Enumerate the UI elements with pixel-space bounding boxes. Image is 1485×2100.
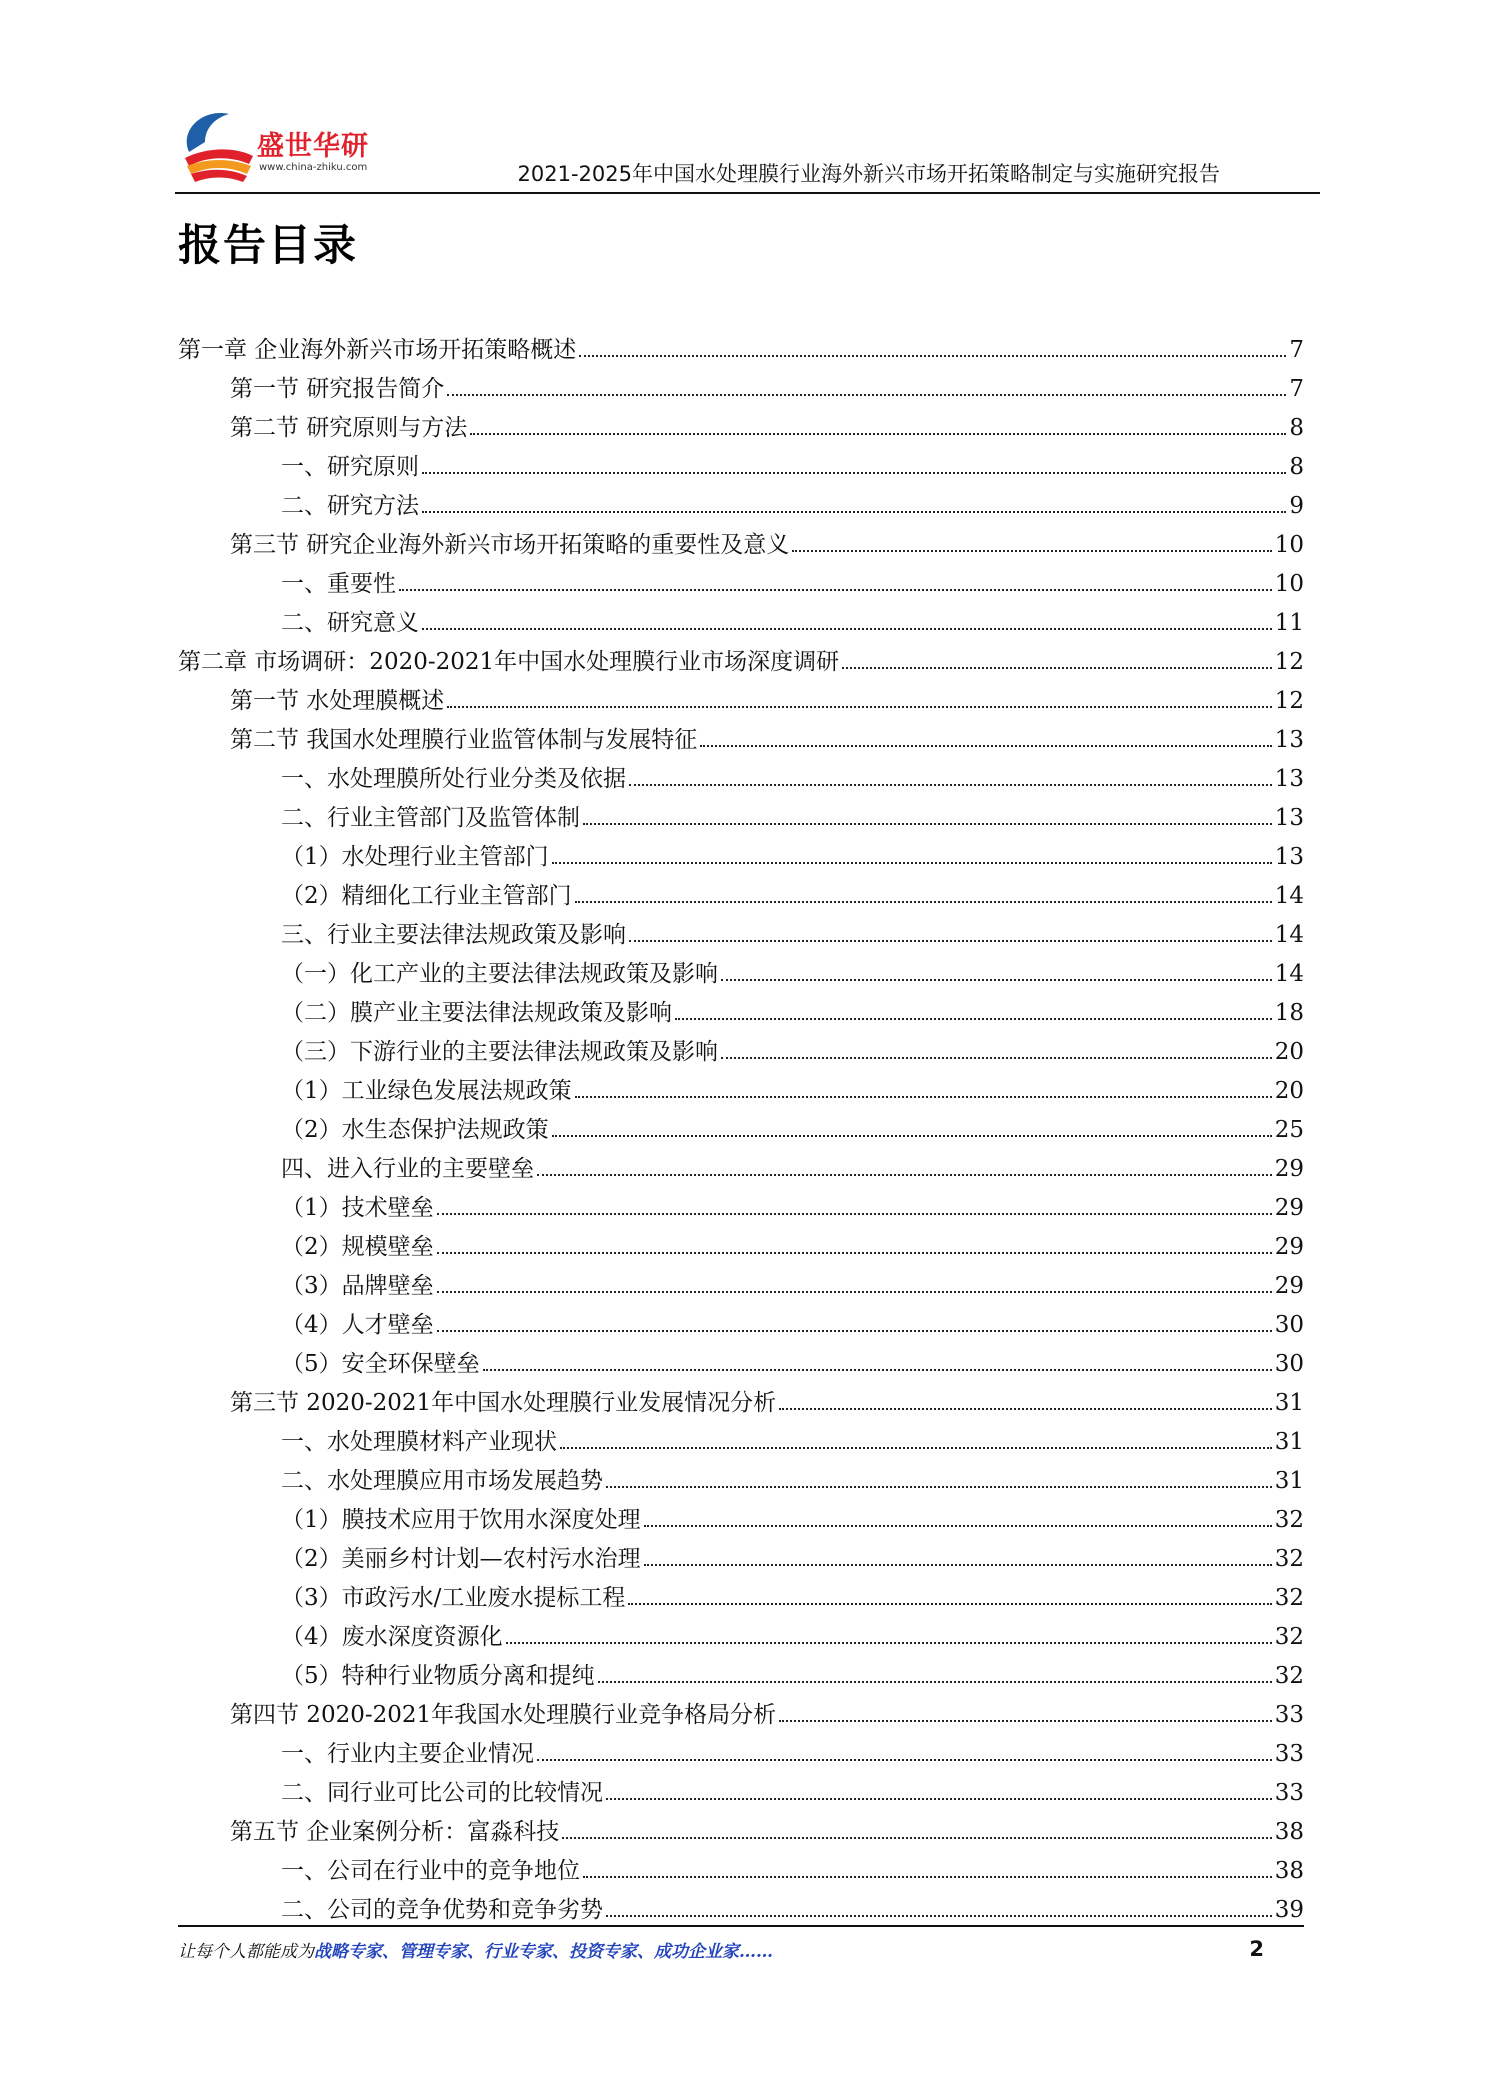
toc-dot-leader <box>792 550 1271 552</box>
toc-entry-label: （1）技术壁垒 <box>281 1195 434 1221</box>
toc-entry-label: 第一节 研究报告简介 <box>230 376 445 402</box>
toc-dot-leader <box>537 1759 1272 1761</box>
toc-entry-label: 第一章 企业海外新兴市场开拓策略概述 <box>178 337 577 363</box>
toc-entry[interactable] <box>178 1106 1304 1145</box>
toc-page-number: 9 <box>1289 493 1304 519</box>
toc-entry-label: （3）品牌壁垒 <box>281 1273 434 1299</box>
toc-page-number: 10 <box>1274 532 1304 558</box>
toc-page-number: 31 <box>1274 1468 1304 1494</box>
toc-entry[interactable] <box>178 794 1304 833</box>
toc-page-number: 13 <box>1274 766 1304 792</box>
toc-entry-label: 一、重要性 <box>281 571 396 597</box>
toc-entry[interactable] <box>178 1808 1304 1847</box>
toc-entry[interactable] <box>178 443 1304 482</box>
toc-dot-leader <box>560 1447 1272 1449</box>
toc-page-number: 14 <box>1274 961 1304 987</box>
toc-entry-label: （三）下游行业的主要法律法规政策及影响 <box>281 1039 718 1065</box>
toc-dot-leader <box>575 901 1272 903</box>
toc-entry[interactable] <box>178 1145 1304 1184</box>
toc-entry[interactable] <box>178 1574 1304 1613</box>
toc-entry-label: 一、研究原则 <box>281 454 419 480</box>
toc-entry-label: （二）膜产业主要法律法规政策及影响 <box>281 1000 672 1026</box>
toc-entry[interactable] <box>178 755 1304 794</box>
toc-dot-leader <box>422 628 1272 630</box>
toc-dot-leader <box>399 589 1272 591</box>
report-title: 2021-2025年中国水处理膜行业海外新兴市场开拓策略制定与实施研究报告 <box>517 162 1220 186</box>
toc-entry[interactable] <box>178 989 1304 1028</box>
toc-entry[interactable] <box>178 1457 1304 1496</box>
toc-entry[interactable] <box>178 365 1304 404</box>
toc-dot-leader <box>644 1564 1272 1566</box>
toc-entry[interactable] <box>178 716 1304 755</box>
toc-page-number: 7 <box>1289 337 1304 363</box>
toc-entry-label: 第二章 市场调研：2020-2021年中国水处理膜行业市场深度调研 <box>178 649 840 675</box>
toc-page-number: 11 <box>1274 610 1304 636</box>
toc-entry-label: （2）精细化工行业主管部门 <box>281 883 572 909</box>
toc-page-number: 8 <box>1289 454 1304 480</box>
toc-entry-label: 二、水处理膜应用市场发展趋势 <box>281 1468 603 1494</box>
toc-entry-label: 二、公司的竞争优势和竞争劣势 <box>281 1897 603 1923</box>
toc-dot-leader <box>552 1135 1272 1137</box>
toc-dot-leader <box>447 706 1271 708</box>
toc-entry-label: 第五节 企业案例分析：富淼科技 <box>230 1819 560 1845</box>
toc-page-number: 25 <box>1274 1117 1304 1143</box>
toc-page-number: 38 <box>1274 1819 1304 1845</box>
toc-entry-label: 二、同行业可比公司的比较情况 <box>281 1780 603 1806</box>
toc-dot-leader <box>721 1057 1272 1059</box>
toc-dot-leader <box>470 433 1286 435</box>
toc-entry-label: （1）工业绿色发展法规政策 <box>281 1078 572 1104</box>
toc-entry-label: （2）规模壁垒 <box>281 1234 434 1260</box>
toc-entry[interactable] <box>178 1262 1304 1301</box>
toc-dot-leader <box>537 1174 1272 1176</box>
toc-dot-leader <box>629 940 1272 942</box>
toc-entry-label: 一、公司在行业中的竞争地位 <box>281 1858 580 1884</box>
toc-dot-leader <box>779 1408 1272 1410</box>
toc-page-number: 38 <box>1274 1858 1304 1884</box>
toc-page-number: 29 <box>1274 1195 1304 1221</box>
toc-entry-label: 四、进入行业的主要壁垒 <box>281 1156 534 1182</box>
toc-entry[interactable] <box>178 1028 1304 1067</box>
toc-dot-leader <box>437 1213 1272 1215</box>
toc-entry-label: 一、水处理膜所处行业分类及依据 <box>281 766 626 792</box>
toc-entry[interactable] <box>178 638 1304 677</box>
toc-dot-leader <box>422 472 1286 474</box>
toc-dot-leader <box>562 1837 1271 1839</box>
toc-page-number: 13 <box>1274 805 1304 831</box>
toc-entry[interactable] <box>178 1613 1304 1652</box>
page-number: 2 <box>1249 1937 1264 1961</box>
toc-entry[interactable] <box>178 1379 1304 1418</box>
toc-entry[interactable] <box>178 521 1304 560</box>
toc-dot-leader <box>437 1291 1272 1293</box>
slogan-highlight: 战略专家、管理专家、行业专家、投资专家、成功企业家…… <box>314 1942 773 1962</box>
toc-dot-leader <box>606 1486 1272 1488</box>
toc-entry[interactable] <box>178 872 1304 911</box>
toc-page-number: 33 <box>1274 1741 1304 1767</box>
toc-entry-label: （2）美丽乡村计划—农村污水治理 <box>281 1546 641 1572</box>
logo-text: 盛世华研 <box>257 131 369 162</box>
toc-entry-label: 一、水处理膜材料产业现状 <box>281 1429 557 1455</box>
toc-entry[interactable] <box>178 404 1304 443</box>
toc-entry[interactable] <box>178 1847 1304 1886</box>
toc-entry-label: （一）化工产业的主要法律法规政策及影响 <box>281 961 718 987</box>
toc-page-number: 39 <box>1274 1897 1304 1923</box>
toc-dot-leader <box>552 862 1272 864</box>
toc-dot-leader <box>629 784 1272 786</box>
toc-page-number: 32 <box>1274 1585 1304 1611</box>
toc-dot-leader <box>606 1798 1272 1800</box>
toc-page-number: 32 <box>1274 1663 1304 1689</box>
toc-entry[interactable] <box>178 1652 1304 1691</box>
toc-page-number: 32 <box>1274 1507 1304 1533</box>
toc-page-number: 14 <box>1274 883 1304 909</box>
logo-emblem-icon <box>175 104 259 188</box>
toc-entry-label: （5）特种行业物质分离和提纯 <box>281 1663 595 1689</box>
toc-entry[interactable] <box>178 1184 1304 1223</box>
toc-entry[interactable] <box>178 1730 1304 1769</box>
page-header <box>175 100 1320 195</box>
toc-page-number: 13 <box>1274 844 1304 870</box>
toc-entry[interactable] <box>178 1067 1304 1106</box>
toc-entry-label: （1）膜技术应用于饮用水深度处理 <box>281 1507 641 1533</box>
toc-page-number: 13 <box>1274 727 1304 753</box>
toc-page-number: 29 <box>1274 1273 1304 1299</box>
toc-page-number: 20 <box>1274 1039 1304 1065</box>
toc-page-number: 29 <box>1274 1156 1304 1182</box>
toc-page-number: 20 <box>1274 1078 1304 1104</box>
header-divider <box>175 192 1320 194</box>
toc-entry-label: 第三节 2020-2021年中国水处理膜行业发展情况分析 <box>230 1390 777 1416</box>
logo-url: www.china-zhiku.com <box>259 162 368 173</box>
table-of-contents <box>178 326 1304 1925</box>
toc-entry-label: （5）安全环保壁垒 <box>281 1351 480 1377</box>
toc-entry[interactable] <box>178 1340 1304 1379</box>
toc-entry-label: 第二节 我国水处理膜行业监管体制与发展特征 <box>230 727 698 753</box>
page-footer <box>178 1925 1304 1962</box>
toc-entry[interactable] <box>178 1301 1304 1340</box>
toc-page-number: 10 <box>1274 571 1304 597</box>
toc-page-number: 12 <box>1274 649 1304 675</box>
toc-entry-label: （2）水生态保护法规政策 <box>281 1117 549 1143</box>
toc-entry-label: 第二节 研究原则与方法 <box>230 415 468 441</box>
toc-entry[interactable] <box>178 1886 1304 1925</box>
toc-entry[interactable] <box>178 677 1304 716</box>
toc-page-number: 32 <box>1274 1624 1304 1650</box>
toc-entry[interactable] <box>178 1535 1304 1574</box>
toc-entry[interactable] <box>178 1496 1304 1535</box>
toc-dot-leader <box>779 1720 1272 1722</box>
toc-entry[interactable] <box>178 1691 1304 1730</box>
toc-page-number: 33 <box>1274 1702 1304 1728</box>
toc-entry-label: 二、研究意义 <box>281 610 419 636</box>
toc-page-number: 8 <box>1289 415 1304 441</box>
toc-entry-label: 第四节 2020-2021年我国水处理膜行业竞争格局分析 <box>230 1702 777 1728</box>
toc-entry[interactable] <box>178 560 1304 599</box>
company-logo <box>175 104 415 188</box>
slogan-prefix: 让每个人都能成为 <box>178 1942 314 1962</box>
toc-page-number: 7 <box>1289 376 1304 402</box>
toc-page-number: 14 <box>1274 922 1304 948</box>
footer-divider <box>178 1925 1304 1927</box>
toc-dot-leader <box>437 1330 1272 1332</box>
toc-dot-leader <box>721 979 1272 981</box>
toc-page-number: 31 <box>1274 1429 1304 1455</box>
toc-entry[interactable] <box>178 482 1304 521</box>
toc-dot-leader <box>583 823 1272 825</box>
toc-page-number: 12 <box>1274 688 1304 714</box>
toc-entry[interactable] <box>178 326 1304 365</box>
toc-dot-leader <box>483 1369 1272 1371</box>
toc-page-number: 29 <box>1274 1234 1304 1260</box>
toc-dot-leader <box>842 667 1272 669</box>
toc-entry-label: 第三节 研究企业海外新兴市场开拓策略的重要性及意义 <box>230 532 790 558</box>
toc-dot-leader <box>506 1642 1272 1644</box>
toc-page-number: 18 <box>1274 1000 1304 1026</box>
toc-entry-label: （1）水处理行业主管部门 <box>281 844 549 870</box>
toc-dot-leader <box>644 1525 1272 1527</box>
toc-entry[interactable] <box>178 599 1304 638</box>
toc-entry-label: （4）废水深度资源化 <box>281 1624 503 1650</box>
toc-entry[interactable] <box>178 1769 1304 1808</box>
page-title: 报告目录 <box>178 221 358 271</box>
toc-entry[interactable] <box>178 950 1304 989</box>
toc-entry-label: 二、研究方法 <box>281 493 419 519</box>
toc-dot-leader <box>628 1603 1271 1605</box>
toc-dot-leader <box>575 1096 1272 1098</box>
toc-entry-label: 一、行业内主要企业情况 <box>281 1741 534 1767</box>
toc-dot-leader <box>447 394 1286 396</box>
toc-entry[interactable] <box>178 1418 1304 1457</box>
toc-dot-leader <box>675 1018 1272 1020</box>
footer-slogan <box>178 1937 1304 1962</box>
toc-dot-leader <box>583 1876 1272 1878</box>
toc-dot-leader <box>598 1681 1272 1683</box>
toc-entry-label: 二、行业主管部门及监管体制 <box>281 805 580 831</box>
toc-entry[interactable] <box>178 833 1304 872</box>
toc-dot-leader <box>606 1915 1272 1917</box>
toc-entry[interactable] <box>178 911 1304 950</box>
toc-page-number: 30 <box>1274 1351 1304 1377</box>
toc-entry-label: 三、行业主要法律法规政策及影响 <box>281 922 626 948</box>
toc-page-number: 33 <box>1274 1780 1304 1806</box>
toc-entry[interactable] <box>178 1223 1304 1262</box>
toc-entry-label: 第一节 水处理膜概述 <box>230 688 445 714</box>
toc-dot-leader <box>579 355 1286 357</box>
toc-entry-label: （3）市政污水/工业废水提标工程 <box>281 1585 626 1611</box>
toc-entry-label: （4）人才壁垒 <box>281 1312 434 1338</box>
toc-dot-leader <box>422 511 1286 513</box>
toc-dot-leader <box>437 1252 1272 1254</box>
toc-dot-leader <box>700 745 1271 747</box>
toc-page-number: 31 <box>1274 1390 1304 1416</box>
toc-page-number: 30 <box>1274 1312 1304 1338</box>
toc-page-number: 32 <box>1274 1546 1304 1572</box>
